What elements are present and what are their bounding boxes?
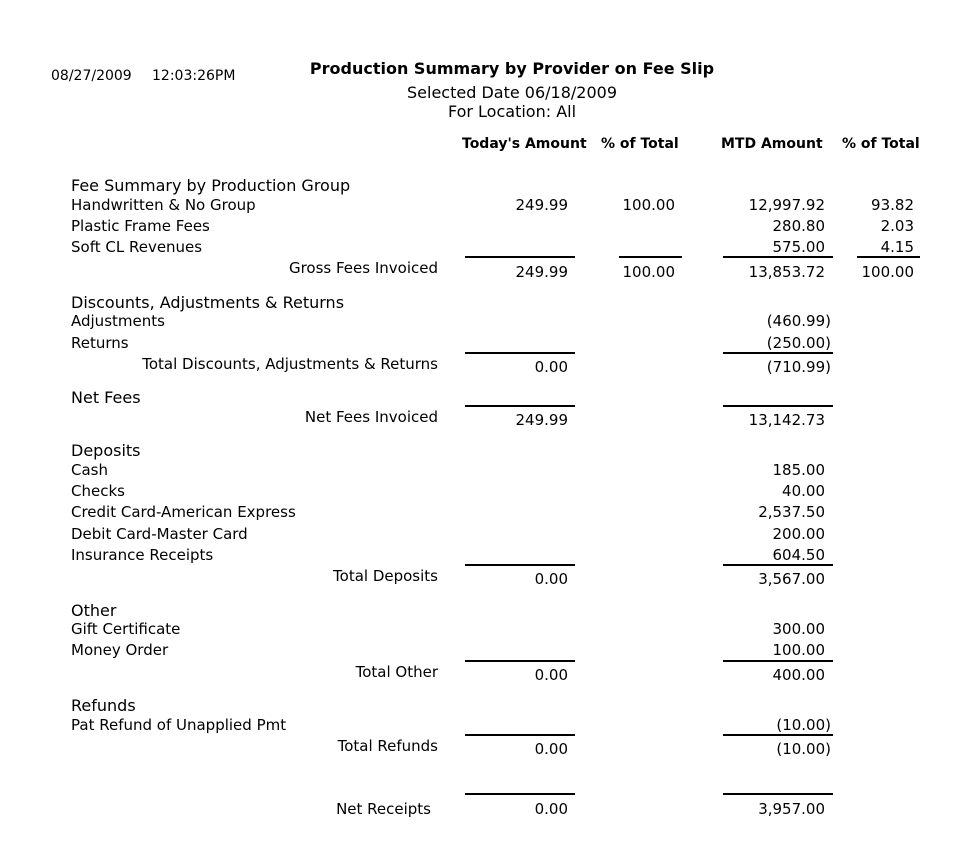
row-mtd-amount: 604.50 bbox=[772, 546, 825, 564]
section-heading-deposits: Deposits bbox=[71, 441, 141, 460]
row-mtd-amount: 200.00 bbox=[772, 525, 825, 543]
total-label-net-fees: Net Fees Invoiced bbox=[304, 408, 438, 426]
total-label-net-receipts: Net Receipts bbox=[336, 800, 431, 818]
grand-total-rule bbox=[465, 793, 575, 795]
row-label: Money Order bbox=[71, 641, 169, 659]
section-heading-refunds: Refunds bbox=[71, 696, 136, 715]
subtotal-rule bbox=[619, 256, 682, 258]
subtotal-rule bbox=[465, 256, 575, 258]
total-label-deposits: Total Deposits bbox=[333, 567, 438, 585]
row-mtd-amount: 300.00 bbox=[772, 620, 825, 638]
row-mtd-amount: 185.00 bbox=[772, 461, 825, 479]
report-title: Production Summary by Provider on Fee Slip bbox=[309, 59, 715, 78]
total-today-amount: 0.00 bbox=[534, 570, 568, 588]
total-mtd-pct: 100.00 bbox=[861, 263, 914, 281]
total-today-amount: 0.00 bbox=[534, 358, 568, 376]
row-mtd-amount: (460.99) bbox=[766, 312, 831, 330]
col-header-today-amount: Today's Amount bbox=[462, 136, 587, 152]
subtotal-rule bbox=[465, 405, 575, 407]
total-mtd-amount: 13,142.73 bbox=[748, 411, 825, 429]
subtotal-rule bbox=[465, 564, 575, 566]
row-mtd-pct: 2.03 bbox=[880, 217, 914, 235]
total-today-amount: 249.99 bbox=[515, 263, 568, 281]
row-mtd-amount: 100.00 bbox=[772, 641, 825, 659]
net-receipts-mtd-amount: 3,957.00 bbox=[758, 800, 825, 818]
row-mtd-pct: 4.15 bbox=[880, 238, 914, 256]
row-label: Pat Refund of Unapplied Pmt bbox=[71, 716, 287, 734]
subtotal-rule bbox=[465, 352, 575, 354]
subtotal-rule bbox=[723, 734, 833, 736]
total-today-pct: 100.00 bbox=[622, 263, 675, 281]
row-mtd-amount: (10.00) bbox=[776, 716, 831, 734]
total-label-refunds: Total Refunds bbox=[337, 737, 438, 755]
subtotal-rule bbox=[723, 405, 833, 407]
print-date: 08/27/2009 bbox=[51, 68, 132, 84]
row-label: Insurance Receipts bbox=[71, 546, 214, 564]
row-mtd-amount: 12,997.92 bbox=[748, 196, 825, 214]
row-label: Debit Card-Master Card bbox=[71, 525, 248, 543]
col-header-today-pct: % of Total bbox=[601, 136, 679, 152]
total-mtd-amount: (710.99) bbox=[766, 358, 831, 376]
total-label-other: Total Other bbox=[355, 663, 438, 681]
row-label: Cash bbox=[71, 461, 108, 479]
row-mtd-amount: 2,537.50 bbox=[758, 503, 825, 521]
location-filter: For Location: All bbox=[447, 102, 577, 121]
row-label: Plastic Frame Fees bbox=[71, 217, 210, 235]
total-label-discounts: Total Discounts, Adjustments & Returns bbox=[142, 355, 438, 373]
grand-total-rule bbox=[723, 793, 833, 795]
row-label: Checks bbox=[71, 482, 125, 500]
row-label: Credit Card-American Express bbox=[71, 503, 296, 521]
row-mtd-amount: 40.00 bbox=[782, 482, 825, 500]
total-today-amount: 0.00 bbox=[534, 740, 568, 758]
subtotal-rule bbox=[723, 564, 833, 566]
row-mtd-pct: 93.82 bbox=[871, 196, 914, 214]
section-heading-net-fees: Net Fees bbox=[71, 388, 141, 407]
subtotal-rule bbox=[465, 734, 575, 736]
total-mtd-amount: (10.00) bbox=[776, 740, 831, 758]
row-label: Soft CL Revenues bbox=[71, 238, 203, 256]
section-heading-other: Other bbox=[71, 601, 117, 620]
subtotal-rule bbox=[723, 660, 833, 662]
section-heading-fee-summary: Fee Summary by Production Group bbox=[71, 176, 351, 195]
row-mtd-amount: 575.00 bbox=[772, 238, 825, 256]
row-label: Returns bbox=[71, 334, 129, 352]
total-mtd-amount: 400.00 bbox=[772, 666, 825, 684]
row-today-amount: 249.99 bbox=[515, 196, 568, 214]
subtotal-rule bbox=[465, 660, 575, 662]
selected-date: Selected Date 06/18/2009 bbox=[407, 83, 617, 102]
subtotal-rule bbox=[723, 256, 833, 258]
row-label: Gift Certificate bbox=[71, 620, 181, 638]
total-mtd-amount: 3,567.00 bbox=[758, 570, 825, 588]
row-label: Handwritten & No Group bbox=[71, 196, 256, 214]
row-mtd-amount: (250.00) bbox=[766, 334, 831, 352]
total-today-amount: 0.00 bbox=[534, 666, 568, 684]
net-receipts-today-amount: 0.00 bbox=[534, 800, 568, 818]
total-today-amount: 249.99 bbox=[515, 411, 568, 429]
print-time: 12:03:26PM bbox=[152, 68, 236, 84]
row-today-pct: 100.00 bbox=[622, 196, 675, 214]
row-label: Adjustments bbox=[71, 312, 165, 330]
row-mtd-amount: 280.80 bbox=[772, 217, 825, 235]
subtotal-rule bbox=[857, 256, 920, 258]
col-header-mtd-amount: MTD Amount bbox=[721, 136, 823, 152]
subtotal-rule bbox=[723, 352, 833, 354]
section-heading-discounts: Discounts, Adjustments & Returns bbox=[71, 293, 345, 312]
total-label-gross-fees: Gross Fees Invoiced bbox=[288, 259, 438, 277]
total-mtd-amount: 13,853.72 bbox=[748, 263, 825, 281]
col-header-mtd-pct: % of Total bbox=[842, 136, 920, 152]
